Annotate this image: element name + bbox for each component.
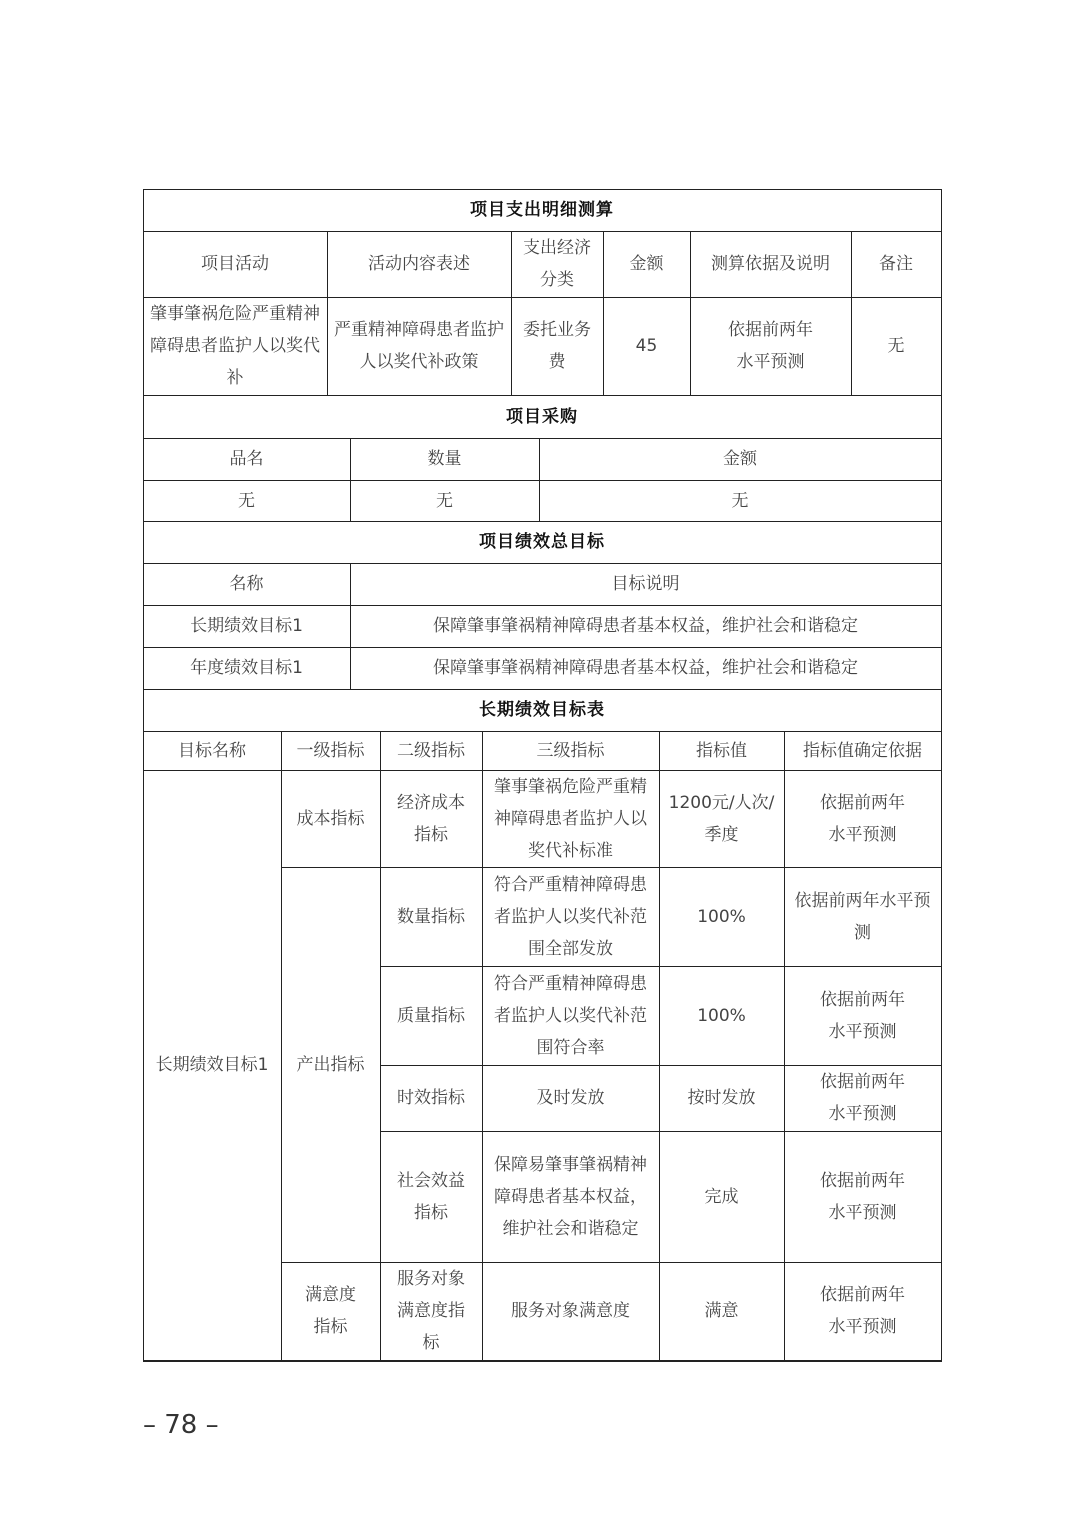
cell-basis: 依据前两年水平预测 xyxy=(728,320,813,372)
header-item-name: 品名 xyxy=(229,449,264,469)
header-quantity: 数量 xyxy=(427,449,462,469)
header-name: 名称 xyxy=(229,574,264,594)
header-indicator-value: 指标值 xyxy=(696,740,747,761)
cell-level2: 质量指标 xyxy=(397,1005,465,1026)
header-level2: 二级指标 xyxy=(397,740,465,761)
section-title-procurement: 项目采购 xyxy=(506,406,578,427)
header-economic-category: 支出经济分类 xyxy=(523,238,591,290)
cell-indicator-value: 100% xyxy=(697,1005,746,1026)
cell-level2: 社会效益指标 xyxy=(397,1170,465,1223)
cell-level3: 符合严重精神障碍患者监护人以奖代补范围全部发放 xyxy=(494,874,647,959)
cell-indicator-value: 满意 xyxy=(704,1301,739,1321)
cell-goal-name: 年度绩效目标1 xyxy=(190,658,303,678)
header-basis: 测算依据及说明 xyxy=(711,254,830,274)
header-project-activity: 项目活动 xyxy=(201,254,269,274)
cell-procurement-amount: 无 xyxy=(731,490,749,511)
cell-level3: 符合严重精神障碍患者监护人以奖代补范围符合率 xyxy=(494,973,647,1058)
cell-level3: 肇事肇祸危险严重精神障碍患者监护人以奖代补标准 xyxy=(494,776,647,861)
cell-level1-cost: 成本指标 xyxy=(296,808,365,829)
cell-value-basis: 依据前两年水平预测 xyxy=(794,890,931,943)
page-number: – 78 – xyxy=(143,1410,219,1440)
cell-goal-description: 保障肇事肇祸精神障碍患者基本权益，维护社会和谐稳定 xyxy=(433,658,858,678)
cell-level1-output: 产出指标 xyxy=(296,1054,365,1075)
cell-level1-satisfaction: 满意度指标 xyxy=(305,1285,356,1337)
cell-level2: 数量指标 xyxy=(397,906,465,927)
cell-indicator-value: 按时发放 xyxy=(687,1088,756,1108)
section-title-overall-goals: 项目绩效总目标 xyxy=(479,532,605,552)
cell-item-name: 无 xyxy=(238,490,255,511)
header-level3: 三级指标 xyxy=(536,740,605,761)
cell-goal-description: 保障肇事肇祸精神障碍患者基本权益，维护社会和谐稳定 xyxy=(433,616,858,636)
header-activity-content: 活动内容表述 xyxy=(368,254,470,274)
cell-value-basis: 依据前两年水平预测 xyxy=(820,989,905,1042)
cell-category: 委托业务费 xyxy=(523,320,591,372)
section-title-expense: 项目支出明细测算 xyxy=(470,200,614,220)
cell-level3: 保障易肇事肇祸精神障碍患者基本权益，维护社会和谐稳定 xyxy=(494,1154,647,1239)
cell-quantity: 无 xyxy=(436,490,453,511)
cell-indicator-value: 完成 xyxy=(704,1186,739,1207)
header-procurement-amount: 金额 xyxy=(723,449,757,469)
cell-value-basis: 依据前两年水平预测 xyxy=(820,1285,905,1337)
cell-content: 严重精神障碍患者监护人以奖代补政策 xyxy=(334,320,504,372)
header-amount: 金额 xyxy=(629,254,664,274)
cell-remarks: 无 xyxy=(887,336,905,356)
cell-value-basis: 依据前两年水平预测 xyxy=(820,792,905,845)
header-remarks: 备注 xyxy=(879,254,913,274)
header-goal-description: 目标说明 xyxy=(611,574,680,594)
header-goal-name: 目标名称 xyxy=(178,740,246,761)
cell-level3: 及时发放 xyxy=(536,1088,605,1108)
cell-level2: 经济成本指标 xyxy=(397,792,465,845)
cell-long-term-goal-name: 长期绩效目标1 xyxy=(155,1055,269,1075)
cell-value-basis: 依据前两年水平预测 xyxy=(820,1170,905,1223)
section-title-long-term-goals: 长期绩效目标表 xyxy=(479,700,605,720)
cell-indicator-value: 1200元/人次/季度 xyxy=(668,792,775,845)
cell-level2: 服务对象满意度指标 xyxy=(397,1269,465,1353)
header-level1: 一级指标 xyxy=(296,740,365,761)
cell-goal-name: 长期绩效目标1 xyxy=(190,616,303,636)
cell-level3: 服务对象满意度 xyxy=(511,1301,630,1321)
cell-indicator-value: 100% xyxy=(697,906,746,927)
cell-activity: 肇事肇祸危险严重精神障碍患者监护人以奖代补 xyxy=(150,304,320,388)
cell-amount: 45 xyxy=(635,336,658,356)
cell-level2: 时效指标 xyxy=(397,1088,465,1108)
header-value-basis: 指标值确定依据 xyxy=(803,740,922,761)
cell-value-basis: 依据前两年水平预测 xyxy=(820,1072,905,1124)
